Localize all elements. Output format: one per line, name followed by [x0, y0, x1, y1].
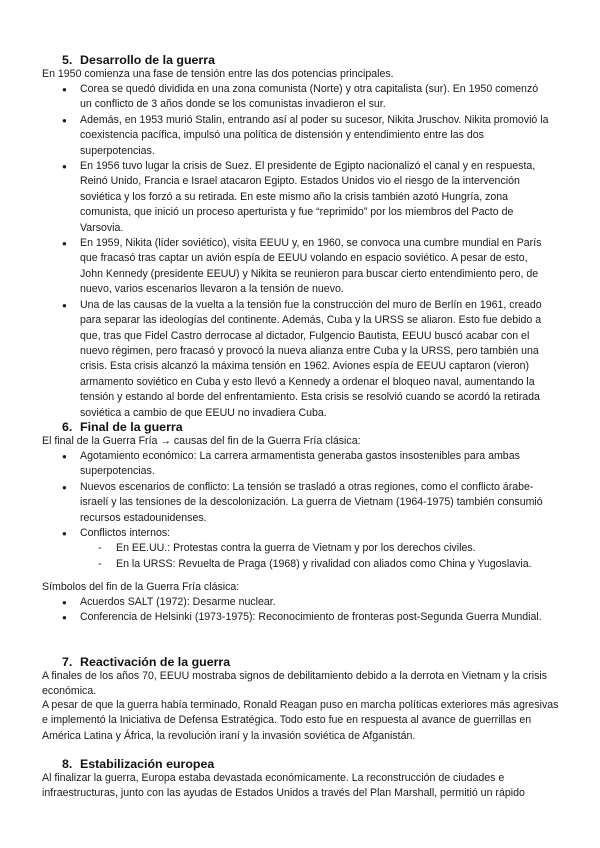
section-number: 5.: [62, 53, 73, 67]
section-7-paragraph-1: A finales de los años 70, EEUU mostraba signos de debilitamiento debido a la derrota en Vietnam y la crisis económica.: [42, 670, 548, 698]
section-number: 6.: [62, 420, 73, 434]
list-item-label: Conflictos internos:: [80, 527, 171, 540]
list-item: ● Conferencia de Helsinki (1973-1975): Reconocimiento de fronteras post-Segunda Guerra Mundial.: [0, 610, 550, 625]
section-title: Desarrollo de la guerra: [80, 53, 215, 67]
list-item: ● En 1959, Nikita (líder soviético), visita EEUU y, en 1960, se convoca una cumbre mundial en París que fracasó tras captar un avión espía de EEUU volando en espacio soviético. A pesar de esto, John Kennedy (presidente EEUU) y Nikita se reunieron para buscar cierto entendimiento pero, de nuevo, varios escenarios llevaron a la tensión de nuevo.: [0, 236, 550, 298]
section-5-bullet-list: [0, 82, 600, 421]
section-5-intro: En 1950 comienza una fase de tensión entre las dos potencias principales.: [42, 68, 394, 80]
symbols-intro: Símbolos del fin de la Guerra Fría clásica:: [42, 581, 240, 593]
list-item: ● Además, en 1953 murió Stalin, entrando así al poder su sucesor, Nikita Jruschov. Nikita promovió la coexistencia pacífica, impulsó una política de distensión y entendimiento entre las dos superpotencias.: [0, 113, 550, 159]
section-7-heading: [62, 654, 230, 670]
list-item: ● Nuevos escenarios de conflicto: La tensión se trasladó a otras regiones, como el conflicto árabe-israelí y las tensiones de la descolonización. La guerra de Vietnam (1964-1975) también consumió recursos estadounidenses.: [0, 480, 550, 526]
section-number: 8.: [62, 757, 73, 771]
section-title: Reactivación de la guerra: [80, 655, 231, 669]
section-6-intro: El final de la Guerra Fría → causas del fin de la Guerra Fría clásica:: [42, 435, 361, 447]
list-item: [0, 526, 550, 572]
list-item: ● Acuerdos SALT (1972): Desarme nuclear.: [0, 595, 550, 610]
section-6-bullet-list: [0, 449, 600, 572]
symbols-bullet-list: [0, 595, 600, 626]
section-6-heading: [62, 419, 183, 435]
list-item: ● Una de las causas de la vuelta a la tensión fue la construcción del muro de Berlín en 1961, creado para separar las ideologías del continente. Además, Cuba y la URSS se aliaron. Esto fue debido a que, tras que Fidel Castro derrocase al dictador, Fulgencio Bautista, EEUU buscó acabar con el nuevo régimen, pero fracasó y provocó la nueva alianza entre Cuba y la URSS, pero también una crisis. Esta crisis alcanzó la máxima tensión en 1962. Aviones espía de EEUU captaron (vieron) armamento soviético en Cuba y esto llevó a Kennedy a ordenar el bloqueo naval, aumentando la tensión y estando al borde del enfrentamiento. Esta crisis se resolvió cuando se acordó la retirada soviética a cambio de que EEUU no invadiera Cuba.: [0, 298, 550, 421]
list-item: - En EE.UU.: Protestas contra la guerra de Vietnam y por los derechos civiles.: [80, 541, 550, 556]
list-item: - En la URSS: Revuelta de Praga (1968) y rivalidad con aliados como China y Yugoslavia.: [80, 557, 550, 572]
section-5-heading: [62, 52, 215, 68]
section-title: Estabilización europea: [80, 757, 215, 771]
internal-conflicts-list: [80, 541, 550, 572]
list-item: ● Agotamiento económico: La carrera armamentista generaba gastos insostenibles para ambas superpotencias.: [0, 449, 550, 480]
section-8-paragraph-1: Al finalizar la guerra, Europa estaba devastada económicamente. La reconstrucción de ciudades e infraestructuras, junto con las ayudas de Estados Unidos a través del Plan Marshall, permitió un rápido: [42, 772, 525, 800]
section-8-heading: [62, 756, 214, 772]
list-item: ● En 1956 tuvo lugar la crisis de Suez. El presidente de Egipto nacionalizó el canal y en respuesta, Reinó Unido, Francia e Israel atacaron Egipto. Estados Unidos vio el riesgo de la intervención soviética y los forzó a su retirada. En este mismo año la crisis también azotó Hungría, zona comunista, que inició un proceso aperturista y fue “reprimido” por los miembros del Pacto de Varsovia.: [0, 159, 550, 236]
list-item: ● Corea se quedó dividida en una zona comunista (Norte) y otra capitalista (sur). En 1950 comenzó un conflicto de 3 años donde se los comunistas invadieron el sur.: [0, 82, 550, 113]
section-7-paragraph-2: A pesar de que la guerra había terminado, Ronald Reagan puso en marcha políticas exteriores más agresivas e implementó la Iniciativa de Defensa Estratégica. Todo esto fue en respuesta al avance de guerrillas en América Latina y África, la revolución iraní y la invasión soviética de Afganistán.: [42, 699, 559, 742]
section-title: Final de la guerra: [80, 420, 183, 434]
section-number: 7.: [62, 655, 73, 669]
